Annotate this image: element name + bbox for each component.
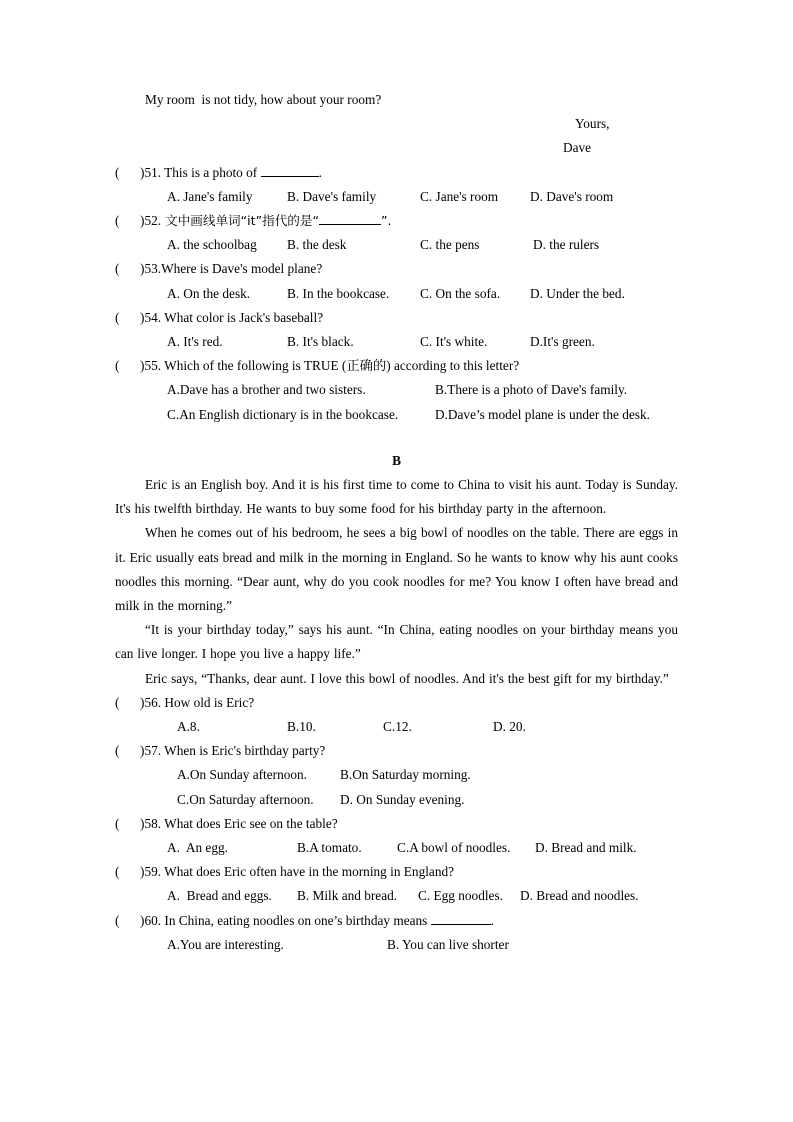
passage-paragraph-2: When he comes out of his bedroom, he sees a big bowl of noodles on the table. There are eggs in it. Eric usually eats bread and milk in the morning in England. So he wants to know why his aunt cooks noodles this morning. “Dear aunt, why do you cook noodles for me? You know I often have bread and milk in the morning.” xyxy=(115,525,678,613)
answer-bracket-55[interactable]: ( xyxy=(115,358,120,374)
option-54-d[interactable]: D.It's green. xyxy=(530,333,595,349)
question-60-stem: ( )60. In China, eating noodles on one’s birthday means . xyxy=(115,909,678,933)
question-56-text: How old is Eric? xyxy=(164,694,255,710)
content-column xyxy=(115,88,678,957)
question-59-stem: ( )59. What does Eric often have in the morning in England? xyxy=(115,860,678,884)
option-59-a[interactable]: A. Bread and eggs. xyxy=(167,888,272,904)
question-51-number: 51. xyxy=(144,164,162,180)
answer-bracket-59[interactable]: ( xyxy=(115,864,120,880)
question-55-options-row2 xyxy=(115,403,678,427)
passage-paragraph-3: “It is your birthday today,” says his aunt. “In China, eating noodles on your birthday means you can live longer. I hope you live a happy life.” xyxy=(115,622,678,662)
question-52-stem: ( )52. 文中画线单词“it”指代的是“ ”. xyxy=(115,209,678,233)
question-51-tail: . xyxy=(318,164,322,180)
answer-blank-51 xyxy=(261,164,319,176)
option-57-c[interactable]: C.On Saturday afternoon. xyxy=(177,791,314,807)
option-53-d[interactable]: D. Under the bed. xyxy=(530,285,625,301)
question-58-text: What does Eric see on the table? xyxy=(164,815,338,831)
section-gap xyxy=(115,427,678,449)
question-53-text: Where is Dave's model plane? xyxy=(161,261,323,277)
option-57-d[interactable]: D. On Sunday evening. xyxy=(340,791,465,807)
question-60-text: In China, eating noodles on one’s birthday means xyxy=(164,912,431,928)
question-55-text: Which of the following is TRUE (正确的) according to this letter? xyxy=(164,358,520,374)
option-59-b[interactable]: B. Milk and bread. xyxy=(297,888,398,904)
option-52-d[interactable]: D. the rulers xyxy=(533,237,600,253)
option-52-c[interactable]: C. the pens xyxy=(420,237,480,253)
answer-bracket-60[interactable]: ( xyxy=(115,912,120,928)
option-53-c[interactable]: C. On the sofa. xyxy=(420,285,501,301)
question-53-number: 53. xyxy=(144,261,162,277)
option-54-b[interactable]: B. It's black. xyxy=(287,333,354,349)
question-55-number: 55. xyxy=(144,358,162,374)
option-52-b[interactable]: B. the desk xyxy=(287,237,347,253)
option-56-d[interactable]: D. 20. xyxy=(493,718,526,734)
question-60-options-row1 xyxy=(115,933,678,957)
question-54-text: What color is Jack's baseball? xyxy=(164,309,324,325)
option-55-a[interactable]: A.Dave has a brother and two sisters. xyxy=(167,382,366,398)
option-53-a[interactable]: A. On the desk. xyxy=(167,285,251,301)
option-57-a[interactable]: A.On Sunday afternoon. xyxy=(177,767,307,783)
question-54-options xyxy=(115,330,678,354)
option-60-b[interactable]: B. You can live shorter xyxy=(387,936,509,952)
question-57-options-row1 xyxy=(115,763,678,787)
question-54-stem: ( )54. What color is Jack's baseball? xyxy=(115,306,678,330)
answer-bracket-54[interactable]: ( xyxy=(115,309,120,325)
question-58-options xyxy=(115,836,678,860)
question-60-tail: . xyxy=(490,912,494,928)
option-55-b[interactable]: B.There is a photo of Dave's family. xyxy=(435,382,628,398)
answer-bracket-51[interactable]: ( xyxy=(115,164,120,180)
letter-body-line: My room is not tidy, how about your room? xyxy=(145,92,382,107)
option-56-b[interactable]: B.10. xyxy=(287,718,316,734)
option-56-a[interactable]: A.8. xyxy=(177,718,200,734)
option-56-c[interactable]: C.12. xyxy=(383,718,412,734)
letter-signoff: Yours, xyxy=(575,116,610,132)
option-59-c[interactable]: C. Egg noodles. xyxy=(418,888,503,904)
answer-bracket-57[interactable]: ( xyxy=(115,743,120,759)
option-54-c[interactable]: C. It's white. xyxy=(420,333,488,349)
option-60-a[interactable]: A.You are interesting. xyxy=(167,936,284,952)
question-57-text: When is Eric's birthday party? xyxy=(164,743,326,759)
section-b-heading: B xyxy=(392,452,401,468)
option-52-a[interactable]: A. the schoolbag xyxy=(167,237,257,253)
question-53-options xyxy=(115,282,678,306)
question-60-number: 60. xyxy=(144,912,162,928)
question-52-tail: ”. xyxy=(381,213,392,228)
question-52-number: 52. xyxy=(144,213,162,228)
answer-blank-52 xyxy=(319,213,381,225)
question-52-options xyxy=(115,233,678,257)
option-51-b[interactable]: B. Dave's family xyxy=(287,188,377,204)
option-51-d[interactable]: D. Dave's room xyxy=(530,188,614,204)
answer-bracket-56[interactable]: ( xyxy=(115,694,120,710)
question-57-stem: ( )57. When is Eric's birthday party? xyxy=(115,739,678,763)
question-52-text: 文中画线单词“it”指代的是“ xyxy=(161,213,320,228)
answer-bracket-58[interactable]: ( xyxy=(115,815,120,831)
question-56-stem: ( )56. How old is Eric? xyxy=(115,691,678,715)
option-55-d[interactable]: D.Dave’s model plane is under the desk. xyxy=(435,406,650,422)
answer-bracket-52[interactable]: ( xyxy=(115,213,120,228)
question-51-stem: ( )51. This is a photo of . xyxy=(115,161,678,185)
answer-bracket-53[interactable]: ( xyxy=(115,261,120,277)
question-51-text: This is a photo of xyxy=(164,164,261,180)
question-57-number: 57. xyxy=(144,743,162,759)
option-55-c[interactable]: C.An English dictionary is in the bookcase. xyxy=(167,406,399,422)
option-51-a[interactable]: A. Jane's family xyxy=(167,188,253,204)
question-56-options xyxy=(115,715,678,739)
option-54-a[interactable]: A. It's red. xyxy=(167,333,223,349)
option-57-b[interactable]: B.On Saturday morning. xyxy=(340,767,471,783)
question-56-number: 56. xyxy=(144,694,162,710)
question-59-number: 59. xyxy=(144,864,162,880)
option-58-a[interactable]: A. An egg. xyxy=(167,839,228,855)
option-58-b[interactable]: B.A tomato. xyxy=(297,839,362,855)
question-55-stem: ( )55. Which of the following is TRUE (正确的) according to this letter? xyxy=(115,354,678,378)
question-58-stem: ( )58. What does Eric see on the table? xyxy=(115,812,678,836)
question-59-text: What does Eric often have in the morning in England? xyxy=(164,864,455,880)
option-51-c[interactable]: C. Jane's room xyxy=(420,188,499,204)
question-59-options xyxy=(115,884,678,908)
question-57-options-row2 xyxy=(115,788,678,812)
question-53-stem: ( )53.Where is Dave's model plane? xyxy=(115,257,678,281)
question-58-number: 58. xyxy=(144,815,162,831)
question-54-number: 54. xyxy=(144,309,162,325)
passage-paragraph-4: Eric says, “Thanks, dear aunt. I love this bowl of noodles. And it's the best gift for my birthday.” xyxy=(145,670,669,686)
answer-blank-60 xyxy=(431,912,491,924)
letter-signature: Dave xyxy=(563,140,592,156)
question-51-options xyxy=(115,185,678,209)
option-53-b[interactable]: B. In the bookcase. xyxy=(287,285,390,301)
option-58-c[interactable]: C.A bowl of noodles. xyxy=(397,839,511,855)
passage-paragraph-1: Eric is an English boy. And it is his first time to come to China to visit his aunt. Today is Sunday. It's his twelfth birthday. He wants to buy some food for his birthday party in the afternoon. xyxy=(115,476,678,517)
option-59-d[interactable]: D. Bread and noodles. xyxy=(520,888,639,904)
question-55-options-row1 xyxy=(115,378,678,402)
option-58-d[interactable]: D. Bread and milk. xyxy=(535,839,637,855)
